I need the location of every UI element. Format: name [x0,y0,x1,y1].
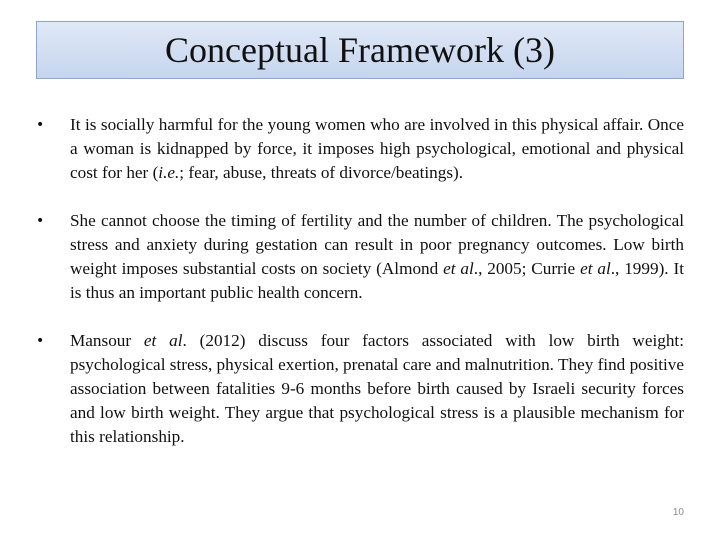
bullet-text [70,113,684,185]
text-segment: It is socially harmful for the young women who are involved in this physical affair. Once a woman is kidnapped by force, it imposes high psychological, emotional and physical cost for her ( [70,115,684,182]
slide-title: Conceptual Framework (3) [165,30,555,70]
italic-segment: i.e. [158,163,180,182]
bullet-text [70,209,684,305]
bullet-marker: • [36,117,45,133]
italic-segment: et al [580,259,611,278]
bullet-item-3 [36,329,684,449]
text-segment: She cannot choose the timing of fertility and the number of children. The psychological stress and anxiety during gestation can result in poor pregnancy outcomes. Low birth weight imposes substantial costs on society (Almond [70,211,684,278]
italic-segment: et al [443,259,474,278]
bullet-item-1 [36,113,684,185]
bullet-item-2 [36,209,684,305]
slide-page-number: 10 [672,507,684,518]
bullet-marker: • [36,333,45,349]
bullet-marker: • [36,213,45,229]
bullet-text [70,329,684,449]
text-segment: ; fear, abuse, threats of divorce/beatings). [179,163,464,182]
text-segment: ., 2005; Currie [473,259,581,278]
italic-segment: et al [143,331,183,350]
text-segment: ., 1999). It is thus an important public health concern. [70,259,684,302]
slide-title-box [36,21,684,79]
bullet-list [36,113,684,449]
text-segment: Mansour [70,331,144,350]
text-segment: . (2012) discuss four factors associated with low birth weight: psychological stress, physical exertion, prenatal care and malnutrition. They find positive association between fatalities 9-6 months before birth caused by Israeli security forces and low birth weight. They argue that psychological stress is a plausible mechanism for this relationship. [70,331,684,446]
